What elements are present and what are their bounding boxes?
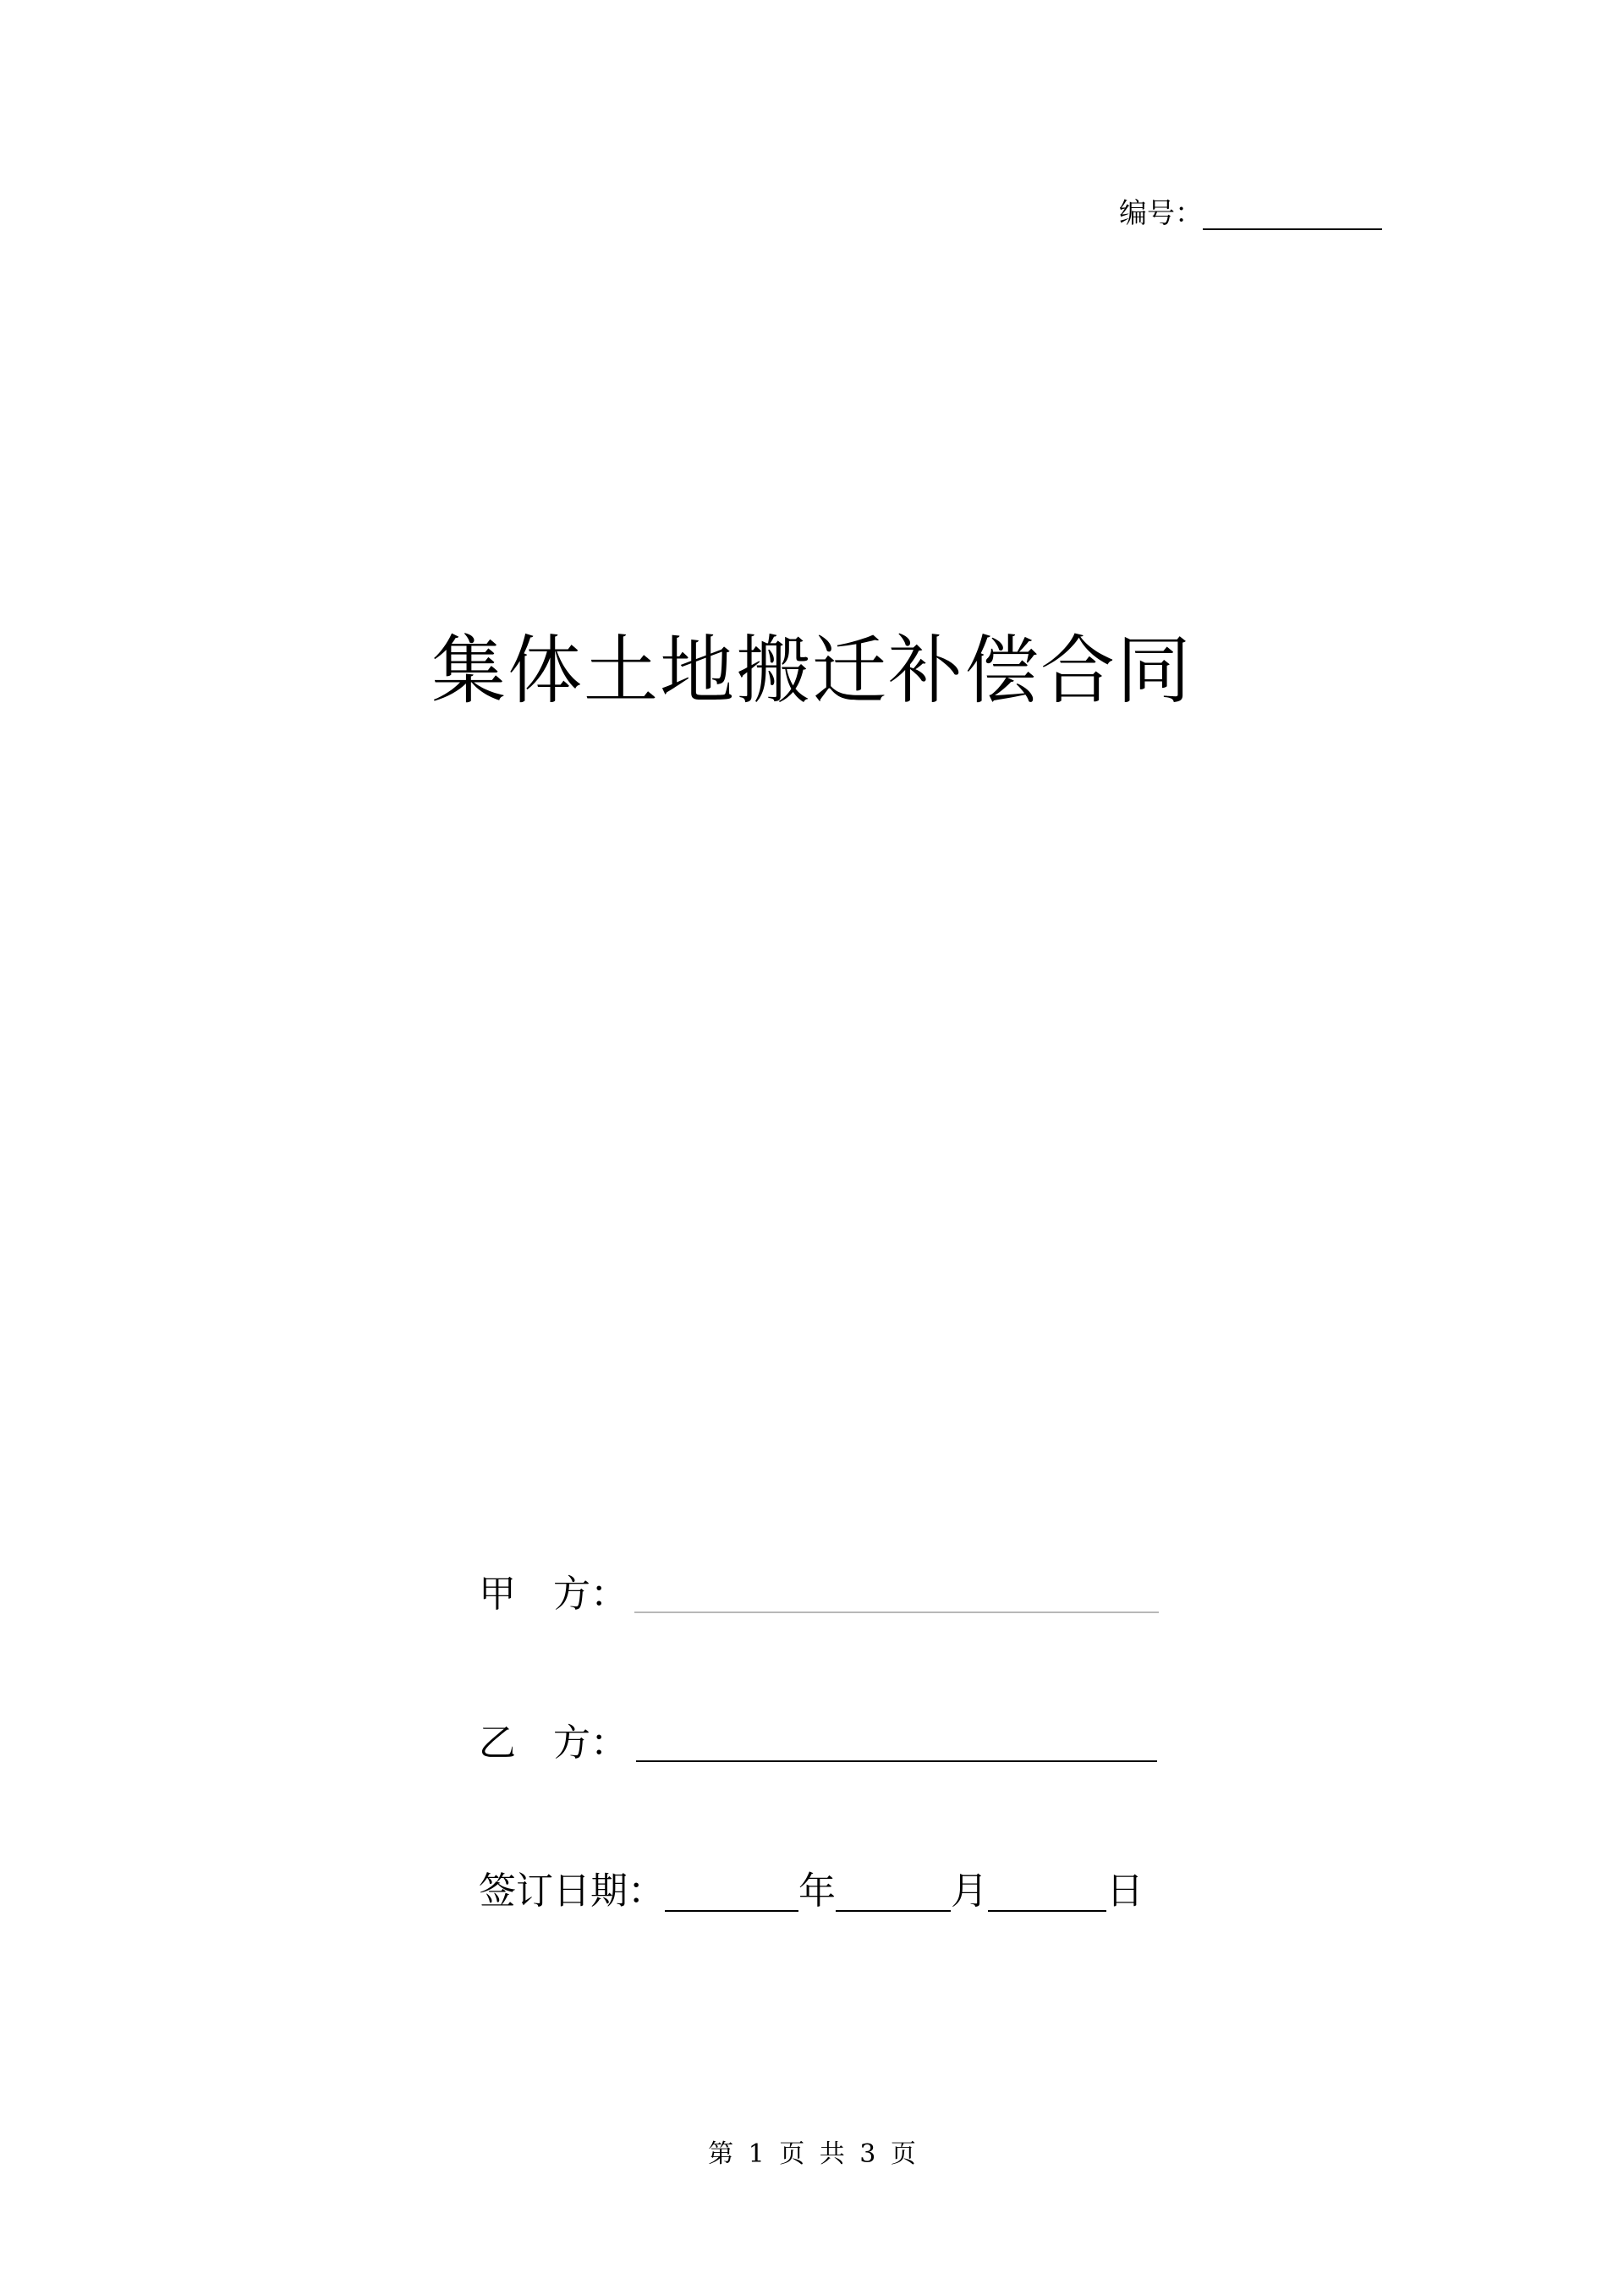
sign-date-month-unit: 月: [951, 1869, 988, 1913]
contract-number: [1119, 196, 1382, 230]
sign-date-label: 签订日期：: [479, 1869, 665, 1913]
page-footer: 第 1 页 共 3 页: [708, 2139, 916, 2169]
document-title: 集体土地搬迁补偿合同: [431, 627, 1193, 714]
party-a-label: [479, 1571, 628, 1618]
party-a-row: [479, 1571, 1159, 1618]
sign-date-row: [479, 1868, 1144, 1915]
contract-number-label: 编号：: [1119, 196, 1203, 229]
party-b-label-first: 乙: [479, 1721, 516, 1765]
sign-date-day-field[interactable]: [988, 1885, 1106, 1912]
party-b-field[interactable]: [636, 1735, 1157, 1762]
sign-date-month-field[interactable]: [836, 1885, 951, 1912]
party-a-label-second: 方：: [553, 1573, 628, 1616]
contract-number-field[interactable]: [1203, 203, 1382, 230]
sign-date-day-unit: 日: [1106, 1869, 1144, 1913]
party-b-row: [479, 1720, 1157, 1767]
sign-date-year-field[interactable]: [665, 1885, 798, 1912]
sign-date-year-unit: 年: [798, 1869, 836, 1913]
party-b-label-second: 方：: [553, 1721, 628, 1765]
party-a-label-first: 甲: [479, 1573, 516, 1616]
party-b-label: [479, 1720, 628, 1767]
party-a-field[interactable]: [634, 1586, 1159, 1613]
